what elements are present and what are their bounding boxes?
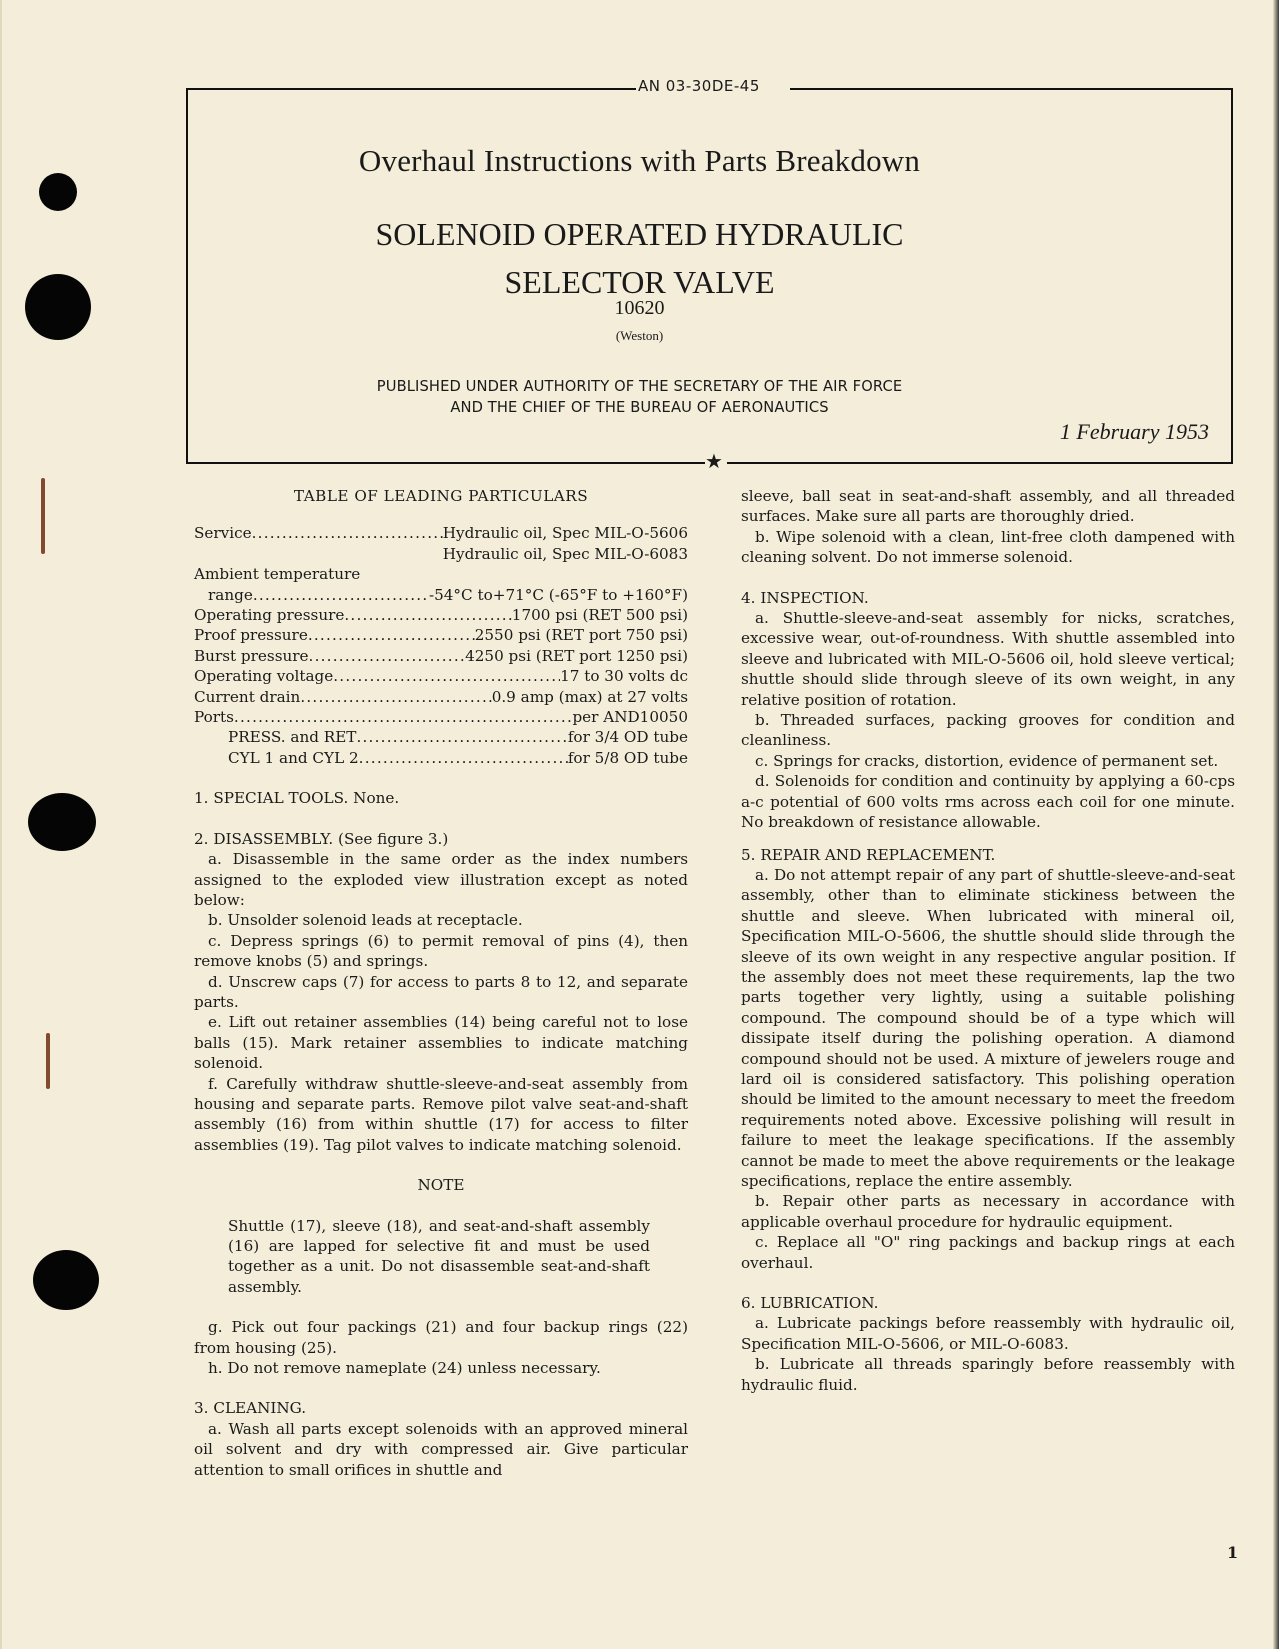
paragraph: a. Do not attempt repair of any part of shuttle-sleeve-and-seat assembly, other than to eliminate stickiness between the shuttle and sleeve. When lubricated with mineral oil, Specification MIL-O-5606, the shuttle should slide through the sleeve of its own weight in any respective angular position. If the assembly does not meet these requirements, lap the two parts together very lightly, using a suitable polishing compound. The compound should be of a type which will dissipate itself during the polishing operation. A diamond compound should not be used. A mixture of jewelers rouge and lard oil is considered satisfactory. This polishing operation should be limited to the amount necessary to meet the freedom requirements noted above. Excessive polishing will result in failure to meet the leakage specifications. If the assembly cannot be made to meet the above requirements or the leakage specifications, replace the entire assembly. <box>741 865 1235 1190</box>
paragraph: d. Unscrew caps (7) for access to parts 8 to 12, and separate parts. <box>194 972 688 1011</box>
punch-hole-icon <box>33 1250 99 1310</box>
paragraph: b. Unsolder solenoid leads at receptacle. <box>208 911 523 930</box>
paragraph: c. Springs for cracks, distortion, evidence of permanent set. <box>755 751 1219 770</box>
paragraph: h. Do not remove nameplate (24) unless necessary. <box>208 1359 601 1378</box>
paragraph: e. Lift out retainer assemblies (14) being careful not to lose balls (15). Mark retainer assemblies to indicate matching solenoid. <box>194 1013 688 1073</box>
section-special-tools: 1. SPECIAL TOOLS. None. <box>194 789 400 808</box>
row-label: Ports <box>194 708 234 727</box>
paragraph: c. Depress springs (6) to permit removal of pins (4), then remove knobs (5) and springs. <box>194 931 688 971</box>
title-line-1: SOLENOID OPERATED HYDRAULIC <box>375 216 904 252</box>
table-row <box>194 727 688 747</box>
row-value: 0.9 amp (max) at 27 volts <box>491 687 688 706</box>
paragraph: d. Solenoids for condition and continuity by applying a 60-cps a-c potential of 600 volts rms across each coil for one minute. No breakdown of resistance allowable. <box>741 772 1235 832</box>
row-label: Operating pressure <box>194 606 345 625</box>
header-rule-bottom-right <box>727 462 1231 464</box>
row-label: PRESS. and RET <box>228 728 357 747</box>
table-row <box>194 564 688 584</box>
manufacturer: (Weston) <box>615 328 664 343</box>
header-rule-bottom-left <box>186 462 705 464</box>
leader-dots <box>309 646 466 666</box>
punch-hole-icon <box>28 793 96 851</box>
note-heading: NOTE <box>417 1176 465 1195</box>
leader-dots <box>253 585 429 605</box>
rust-stain-mark <box>46 1033 50 1089</box>
table-row <box>194 625 688 645</box>
row-value: 2550 psi (RET port 750 psi) <box>474 626 688 645</box>
paragraph: b. Threaded surfaces, packing grooves for condition and cleanliness. <box>741 711 1235 750</box>
paragraph: b. Wipe solenoid with a clean, lint-free cloth dampened with cleaning solvent. Do not immerse solenoid. <box>741 527 1235 567</box>
row-value: for 3/4 OD tube <box>567 728 688 747</box>
leader-dots <box>359 748 568 768</box>
row-label: Service <box>194 524 252 543</box>
row-value: Hydraulic oil, Spec MIL-O-5606 <box>442 524 688 543</box>
authority-statement <box>13 376 1266 418</box>
authority-line-2: AND THE CHIEF OF THE BUREAU OF AERONAUTICS <box>450 398 829 416</box>
left-column <box>194 486 688 1480</box>
row-value: 4250 psi (RET port 1250 psi) <box>465 646 688 665</box>
page-title <box>0 210 1279 306</box>
table-row <box>194 666 688 686</box>
row-value: 1700 psi (RET 500 psi) <box>511 606 688 625</box>
paragraph: a. Disassemble in the same order as the index numbers assigned to the exploded view illustration except as noted below: <box>194 850 688 909</box>
row-label: Ambient temperature <box>194 565 361 584</box>
leader-dots <box>333 666 560 686</box>
paragraph: f. Carefully withdraw shuttle-sleeve-and-seat assembly from housing and separate parts. Remove pilot valve seat-and-shaft assembly (16) from within shuttle (17) for access to filter assemblies (19). Tag pilot valves to indicate matching solenoid. <box>194 1074 688 1154</box>
leader-dots <box>356 727 567 747</box>
row-value: Hydraulic oil, Spec MIL-O-6083 <box>442 544 688 563</box>
paragraph: c. Replace all "O" ring packings and backup rings at each overhaul. <box>741 1233 1235 1272</box>
row-value: 17 to 30 volts dc <box>560 667 688 686</box>
paragraph: g. Pick out four packings (21) and four backup rings (22) from housing (25). <box>194 1318 688 1357</box>
leader-dots <box>344 605 511 625</box>
document-number: AN 03-30DE-45 <box>638 77 760 95</box>
paragraph: a. Shuttle-sleeve-and-seat assembly for nicks, scratches, excessive wear, out-of-roundness. With shuttle assembled into sleeve and lubricated with MIL-O-5606 oil, hold sleeve vertical; shuttle should slide through sleeve of its own weight, in any relative position of rotation. <box>741 609 1235 709</box>
table-row <box>194 646 688 666</box>
row-value: -54°C to+71°C (-65°F to +160°F) <box>428 585 688 604</box>
paragraph: b. Repair other parts as necessary in accordance with applicable overhaul procedure for hydraulic equipment. <box>741 1192 1235 1231</box>
table-row <box>194 707 688 727</box>
section-heading-lubrication: 6. LUBRICATION. <box>741 1294 879 1313</box>
leader-dots <box>308 625 475 645</box>
section-heading-cleaning: 3. CLEANING. <box>194 1399 307 1418</box>
model-number: 10620 <box>614 297 665 319</box>
section-heading-inspection: 4. INSPECTION. <box>741 588 869 607</box>
paragraph-continued: sleeve, ball seat in seat-and-shaft assembly, and all threaded surfaces. Make sure all parts are thoroughly dried. <box>741 487 1235 526</box>
row-label: Operating voltage <box>194 667 334 686</box>
row-label: Proof pressure <box>194 626 308 645</box>
section-heading-disassembly: 2. DISASSEMBLY. (See figure 3.) <box>194 829 449 848</box>
section-heading-repair: 5. REPAIR AND REPLACEMENT. <box>741 845 996 864</box>
title-line-2: SELECTOR VALVE <box>504 264 775 300</box>
table-row <box>194 748 688 768</box>
leading-particulars-table <box>194 523 688 768</box>
star-icon: ★ <box>705 449 723 473</box>
table-row <box>194 585 688 605</box>
leading-particulars-title: TABLE OF LEADING PARTICULARS <box>293 487 589 505</box>
note-body: Shuttle (17), sleeve (18), and seat-and-shaft assembly (16) are lapped for selective fit and must be used together as a unit. Do not disassemble seat-and-shaft assembly. <box>228 1216 650 1296</box>
page-number: 1 <box>1227 1543 1239 1562</box>
row-label: range <box>208 585 253 604</box>
rust-stain-mark <box>41 478 45 554</box>
table-row <box>194 544 688 564</box>
paragraph: a. Wash all parts except solenoids with an approved mineral oil solvent and dry with compressed air. Give particular attention to small orifices in shuttle and <box>194 1419 688 1479</box>
row-value: for 5/8 OD tube <box>567 748 688 767</box>
table-row <box>194 687 688 707</box>
paragraph: a. Lubricate packings before reassembly with hydraulic oil, Specification MIL-O-5606, or MIL-O-6083. <box>741 1314 1235 1353</box>
publication-date: 1 February 1953 <box>1059 419 1209 444</box>
paragraph: b. Lubricate all threads sparingly before reassembly with hydraulic fluid. <box>741 1355 1235 1394</box>
leader-dots <box>252 523 443 543</box>
row-label: CYL 1 and CYL 2 <box>228 748 359 767</box>
leader-dots <box>300 687 491 707</box>
row-label: Current drain <box>194 687 301 706</box>
table-row <box>194 605 688 625</box>
row-label: Burst pressure <box>194 646 309 665</box>
authority-line-1: PUBLISHED UNDER AUTHORITY OF THE SECRETARY OF THE AIR FORCE <box>376 377 903 395</box>
row-value: per AND10050 <box>572 708 688 727</box>
leader-dots <box>234 707 573 727</box>
right-column <box>741 486 1235 1395</box>
table-row <box>194 523 688 543</box>
publication-type: Overhaul Instructions with Parts Breakdown <box>358 143 921 178</box>
